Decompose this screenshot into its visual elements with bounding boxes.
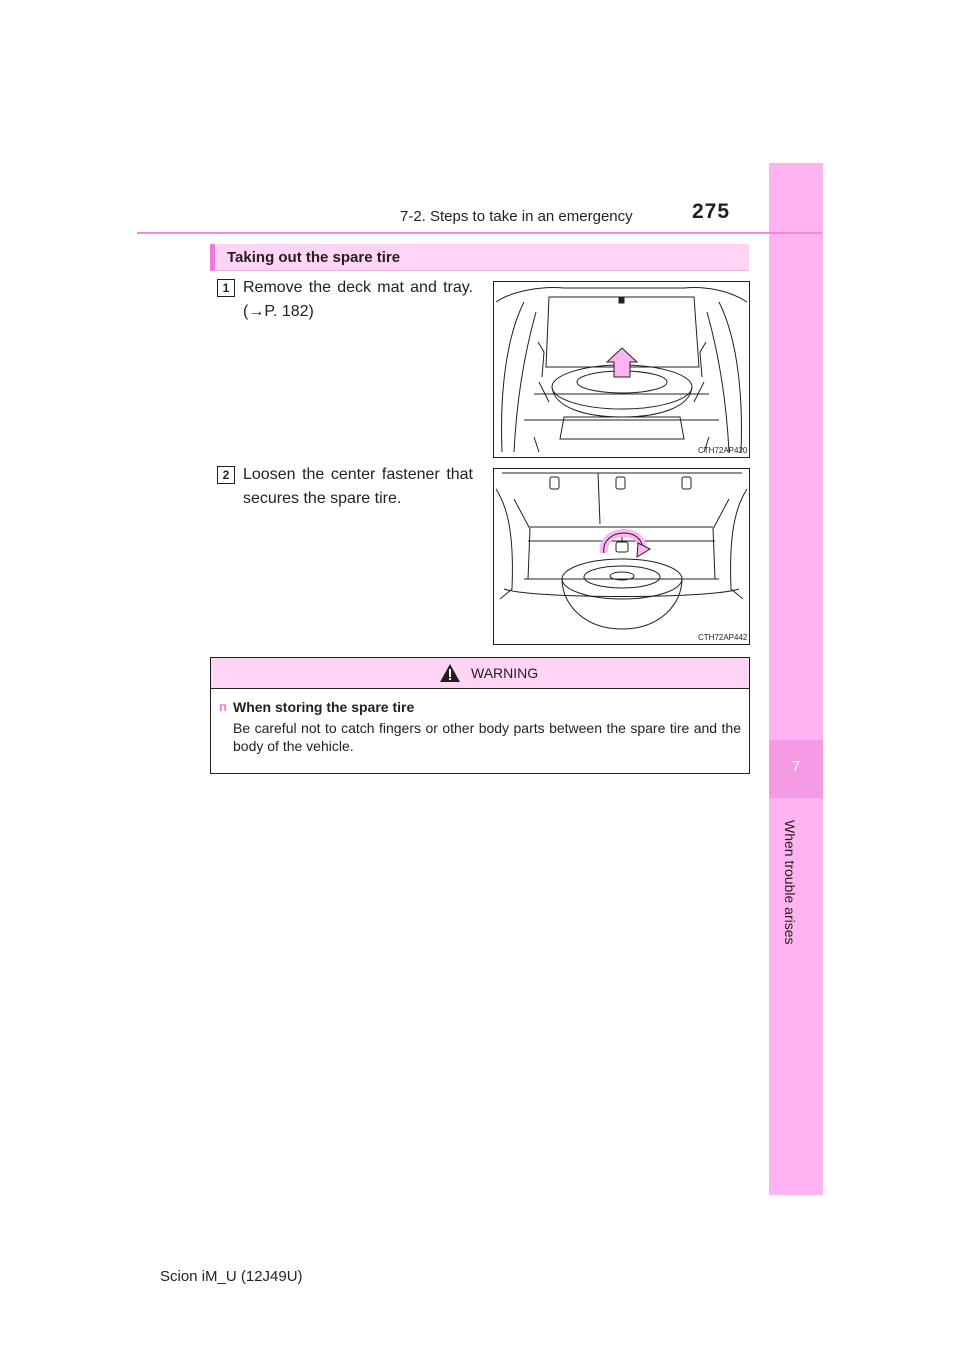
header-section-title: 7-2. Steps to take in an emergency bbox=[400, 208, 633, 225]
warning-title: When storing the spare tire bbox=[233, 699, 415, 715]
figure-loosen-fastener bbox=[493, 468, 750, 645]
page-number: 275 bbox=[692, 200, 731, 223]
header-rule bbox=[137, 232, 822, 234]
warning-triangle-icon bbox=[439, 663, 461, 683]
figure-1-code: CTH72AP420 bbox=[698, 446, 748, 455]
warning-box bbox=[210, 657, 750, 774]
figure-remove-deck-mat bbox=[493, 281, 750, 458]
chapter-title: When trouble arises bbox=[782, 820, 798, 945]
chapter-title-vertical bbox=[782, 820, 806, 970]
warning-header bbox=[211, 658, 749, 689]
footer-model: Scion iM_U (12J49U) bbox=[160, 1268, 303, 1285]
step-1-text: Remove the deck mat and tray. (→P. 182) bbox=[243, 279, 473, 320]
spare-tire-illustration bbox=[494, 469, 749, 644]
warning-label: WARNING bbox=[471, 665, 539, 681]
step-2-number: 2 bbox=[217, 466, 235, 484]
section-heading bbox=[210, 244, 749, 271]
step-1-number: 1 bbox=[217, 279, 235, 297]
warning-bullet: n bbox=[219, 699, 227, 714]
figure-2-code: CTH72AP442 bbox=[698, 633, 748, 642]
chapter-side-tab bbox=[769, 163, 823, 1195]
step-2-text: Loosen the center fastener that secures the spare tire. bbox=[243, 466, 473, 507]
chapter-number: 7 bbox=[791, 758, 801, 775]
chapter-number-tab bbox=[769, 740, 823, 798]
warning-body: Be careful not to catch fingers or other body parts between the spare tire and the body of the vehicle. bbox=[233, 720, 741, 754]
section-heading-text: Taking out the spare tire bbox=[227, 249, 401, 266]
cargo-area-illustration bbox=[494, 282, 749, 457]
